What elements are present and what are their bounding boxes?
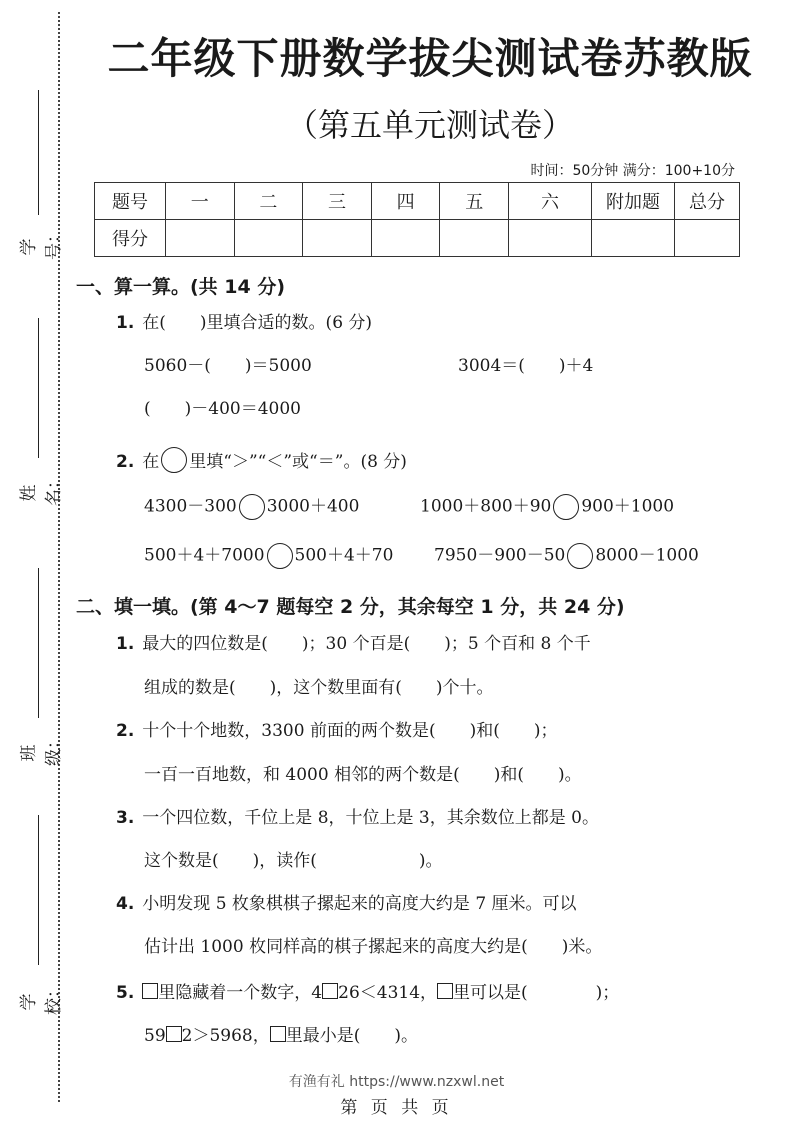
s2-question-2: [116, 723, 558, 740]
hidden-digit-box-icon: [270, 1026, 286, 1042]
question-text: 十个十个地数，3300 前面的两个数是( )和( )；: [142, 721, 558, 741]
score-header-cell: 总分: [675, 183, 740, 220]
expr-left: 4300－300: [144, 496, 237, 517]
s2-question-5: [116, 983, 619, 1002]
compare-circle[interactable]: [267, 543, 293, 569]
section1-heading: 一、算一算。(共 14 分): [76, 276, 286, 298]
question-text: 2＞5968，: [181, 1026, 270, 1046]
score-cell[interactable]: [166, 220, 235, 257]
s1-q2-item: [434, 543, 699, 569]
question-continuation: [144, 1026, 418, 1045]
expr-right: 900＋1000: [581, 496, 675, 517]
score-header-cell: 四: [371, 183, 440, 220]
side-line: [38, 568, 39, 718]
side-label: 学校：: [19, 981, 64, 1015]
s1-q1-item: 3004＝( )＋4: [458, 356, 594, 376]
score-table-score-row: [95, 220, 740, 257]
score-header-cell: 题号: [95, 183, 166, 220]
expr-right: 500＋4＋70: [294, 545, 394, 566]
question-text: 最大的四位数是( )；30 个百是( )；5 个百和 8 个千: [142, 634, 591, 654]
s2-question-1: [116, 636, 591, 653]
score-cell[interactable]: [234, 220, 303, 257]
question-number: 3.: [116, 808, 135, 828]
s2-question-3: [116, 810, 599, 827]
score-cell[interactable]: [592, 220, 675, 257]
s1-q1-item: 5060－( )＝5000: [144, 356, 312, 376]
question-continuation: 一百一百地数，和 4000 相邻的两个数是( )和( )。: [144, 765, 582, 785]
question-text: 一个四位数，千位上是 8，十位上是 3，其余数位上都是 0。: [142, 808, 599, 828]
s1-question-1: [116, 315, 372, 332]
section2-heading: 二、填一填。(第 4～7 题每空 2 分，其余每空 1 分，共 24 分): [76, 596, 625, 618]
compare-circle[interactable]: [567, 543, 593, 569]
question-number: 1.: [116, 634, 135, 654]
score-table-header-row: [95, 183, 740, 220]
score-row-label: 得分: [95, 220, 166, 257]
page-number: 第 页 共 页: [340, 1098, 453, 1118]
page-subtitle: （第五单元测试卷）: [285, 106, 574, 144]
score-cell[interactable]: [509, 220, 592, 257]
question-text: 里填“＞”“＜”或“＝”。(8 分): [189, 452, 407, 472]
hidden-digit-box-icon: [437, 983, 453, 999]
side-label: 姓名：: [19, 472, 64, 506]
hidden-digit-box[interactable]: [166, 1026, 182, 1042]
question-text: 里可以是( )；: [453, 983, 620, 1003]
question-text: 59: [144, 1026, 166, 1046]
score-header-cell: 五: [440, 183, 509, 220]
expr-left: 500＋4＋7000: [144, 545, 265, 566]
s1-question-2: [116, 447, 407, 473]
s1-q1-item: ( )－400＝4000: [144, 399, 301, 419]
side-line: [38, 318, 39, 458]
watermark-text: 有渔有礼 https://www.nzxwl.net: [288, 1074, 505, 1090]
score-header-cell: 六: [509, 183, 592, 220]
score-header-cell: 附加题: [592, 183, 675, 220]
score-cell[interactable]: [440, 220, 509, 257]
compare-circle[interactable]: [553, 494, 579, 520]
score-cell[interactable]: [303, 220, 372, 257]
question-continuation: 这个数是( )，读作( )。: [144, 851, 443, 871]
s1-q2-item: [144, 494, 359, 520]
expr-left: 7950－900－50: [434, 545, 566, 566]
score-cell[interactable]: [371, 220, 440, 257]
expr-right: 3000＋400: [266, 496, 360, 517]
s1-q2-item: [144, 543, 393, 569]
hidden-digit-box[interactable]: [322, 983, 338, 999]
question-text: 里最小是( )。: [285, 1026, 418, 1046]
exam-meta: 时间：50分钟 满分：100+10分: [530, 163, 735, 179]
side-label: 学号：: [19, 226, 64, 260]
page-title: 二年级下册数学拔尖测试卷苏教版: [107, 34, 753, 83]
question-text: 小明发现 5 枚象棋棋子摞起来的高度大约是 7 厘米。可以: [142, 894, 577, 914]
question-number: 5.: [116, 983, 135, 1003]
question-number: 1.: [116, 313, 135, 333]
hidden-digit-box-icon: [142, 983, 158, 999]
s1-q2-item: [420, 494, 674, 520]
question-number: 2.: [116, 452, 135, 472]
s2-question-4: [116, 896, 577, 913]
score-header-cell: 三: [303, 183, 372, 220]
side-line: [38, 815, 39, 965]
score-cell[interactable]: [675, 220, 740, 257]
question-number: 4.: [116, 894, 135, 914]
expr-left: 1000＋800＋90: [420, 496, 552, 517]
question-continuation: 组成的数是( )，这个数里面有( )个十。: [144, 678, 494, 698]
score-header-cell: 二: [234, 183, 303, 220]
score-table: [94, 182, 740, 257]
question-text: 在: [142, 452, 160, 472]
binding-dotted-line: [58, 12, 60, 1102]
question-number: 2.: [116, 721, 135, 741]
question-text: 里隐藏着一个数字，4: [158, 983, 323, 1003]
side-label: 班级：: [19, 732, 64, 766]
compare-circle[interactable]: [239, 494, 265, 520]
score-header-cell: 一: [166, 183, 235, 220]
question-continuation: 估计出 1000 枚同样高的棋子摞起来的高度大约是( )米。: [144, 937, 603, 957]
question-text: 在( )里填合适的数。(6 分): [142, 313, 373, 333]
expr-right: 8000－1000: [595, 545, 699, 566]
question-text: 26＜4314，: [338, 983, 438, 1003]
side-line: [38, 90, 39, 215]
compare-circle-icon: [161, 447, 187, 473]
